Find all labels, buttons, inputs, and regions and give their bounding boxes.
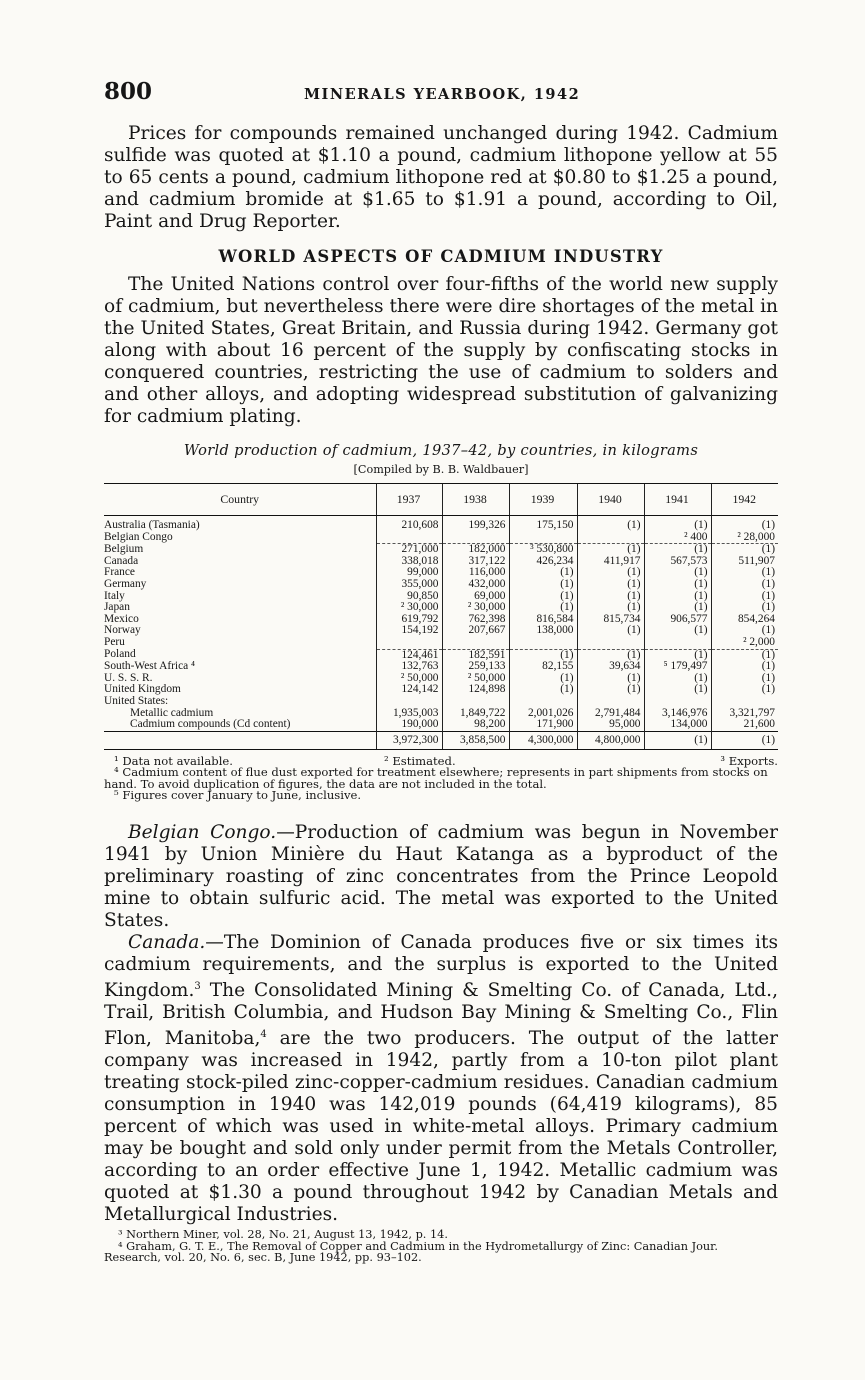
cell (442, 532, 509, 544)
table-row (104, 567, 778, 579)
cell: (1) (509, 602, 577, 614)
cell: 338,018 (376, 556, 442, 568)
table-footnote-3: ³ Exports. (720, 753, 778, 768)
cell: 116,000 (442, 567, 509, 579)
table-row (104, 625, 778, 637)
canada-label: Canada. (128, 932, 206, 954)
table-row (104, 719, 778, 731)
cell (509, 637, 577, 649)
cell: 21,600 (711, 719, 778, 731)
prices-paragraph: Prices for compounds remained unchanged during 1942. Cadmium sulfide was quoted at $1.10 a pound, cadmium lithopone yellow at 55 to 65 cents a pound, cadmium lithopone red at $0.80 to $1.25 a pound, and cadmium bromide at $1.65 to $1.91 a pound, according to Oil, Paint and Drug Reporter. (104, 123, 778, 232)
cell: (1) (644, 591, 711, 603)
row-country: Cadmium compounds (Cd content) (130, 718, 291, 731)
cell: (1) (577, 625, 644, 637)
cell: 3,146,976 (644, 708, 711, 720)
cell (509, 532, 577, 544)
cell: (1) (711, 579, 778, 591)
cell: 271,000 (376, 544, 442, 556)
cell: (1) (644, 673, 711, 685)
cell: (1) (509, 579, 577, 591)
row-country: Poland (104, 648, 136, 661)
world-aspects-paragraph: The United Nations control over four-fifths of the world new supply of cadmium, but nevertheless there were dire shortages of the metal in the United States, Great Britain, and Russia during 1942. Germany got along with about 16 percent of the supply by confiscating stocks in conquered countries, restricting the use of cadmium to solders and and other alloys, and adopting widespread substitution of galvanizing for cadmium plating. (104, 274, 778, 427)
section-heading: WORLD ASPECTS OF CADMIUM INDUSTRY (218, 247, 664, 266)
table-footnote-4: ⁴ Cadmium content of flue dust exported for treatment elsewhere; represents in part shipments from stocks on hand. To avoid duplication of figures, the data are not included in the total. (104, 765, 768, 791)
row-country: U. S. S. R. (104, 671, 153, 684)
cell: 259,133 (442, 661, 509, 673)
cell: (1) (711, 602, 778, 614)
belgian-congo-paragraph (104, 822, 778, 932)
cell: (1) (644, 602, 711, 614)
cell: 124,142 (376, 684, 442, 696)
cell: (1) (711, 567, 778, 579)
cell: ⁵ 179,497 (644, 661, 711, 673)
footnote-ref-4: 4 (260, 1029, 267, 1041)
table-row (104, 661, 778, 673)
cell: 854,264 (711, 614, 778, 626)
cell: (1) (577, 649, 644, 661)
cell: 199,326 (442, 516, 509, 532)
cell: 39,634 (577, 661, 644, 673)
table-row (104, 696, 778, 708)
table-footnotes (104, 753, 778, 803)
cell: (1) (711, 516, 778, 532)
cell (376, 532, 442, 544)
total-cell: (1) (711, 731, 778, 749)
canada-text-1: —The Dominion of Canada produces five or six times its cadmium requirements, and the surplus is exported to the United Kingdom. (104, 932, 778, 1002)
cell (644, 696, 711, 708)
total-cell: 4,300,000 (509, 731, 577, 749)
row-country: United States: (104, 694, 169, 707)
cell: 2,791,484 (577, 708, 644, 720)
cell: 154,192 (376, 625, 442, 637)
table-row (104, 544, 778, 556)
page (104, 78, 778, 1264)
cell (577, 696, 644, 708)
production-table (104, 483, 778, 750)
cell: ² 30,000 (376, 602, 442, 614)
row-country: Belgian Congo (104, 530, 173, 543)
running-header (104, 78, 778, 110)
page-footnote-3: ³ Northern Miner, vol. 28, No. 21, August 13, 1942, p. 14. (118, 1228, 448, 1242)
cell: 90,850 (376, 591, 442, 603)
cell: (1) (509, 591, 577, 603)
cell: (1) (577, 602, 644, 614)
cell: 567,573 (644, 556, 711, 568)
cell: 1,935,003 (376, 708, 442, 720)
belgian-congo-text: —Production of cadmium was begun in November 1941 by Union Minière du Haut Katanga as a byproduct of the preliminary roasting of zinc concentrates from the Prince Leopold mine to obtain sulfuric acid. The metal was exported to the United States. (104, 822, 778, 932)
canada-text-3: are the two producers. The output of the latter company was increased in 1942, partly from a 10-ton pilot plant treating stock-piled zinc-copper-cadmium residues. Canadian cadmium consumption in 1940 was 142,019 pounds (64,419 kilograms), 85 percent of which was used in white-metal alloys. Primary cadmium may be bought and sold only under permit from the Metals Controller, according to an order effective June 1, 1942. Metallic cadmium was quoted at $1.30 a pound throughout 1942 by Canadian Metals and Metallurgical Industries. (104, 1028, 779, 1226)
cell: ² 400 (644, 532, 711, 544)
cell: 98,200 (442, 719, 509, 731)
row-country: Germany (104, 577, 147, 590)
header-year: 1941 (644, 484, 711, 516)
cell: 762,398 (442, 614, 509, 626)
row-country: United Kingdom (104, 683, 181, 696)
cell: 171,900 (509, 719, 577, 731)
cell: (1) (577, 516, 644, 532)
row-country: Peru (104, 636, 125, 649)
belgian-congo-label: Belgian Congo. (128, 822, 277, 844)
cell: (1) (711, 649, 778, 661)
row-country: Australia (Tasmania) (104, 519, 200, 531)
cell: (1) (577, 591, 644, 603)
header-year: 1938 (442, 484, 509, 516)
cell: 69,000 (442, 591, 509, 603)
header-year: 1939 (509, 484, 577, 516)
table-compiled-note: [Compiled by B. B. Waldbauer] (353, 463, 529, 476)
table-row (104, 637, 778, 649)
cell (376, 696, 442, 708)
row-country: Norway (104, 624, 141, 637)
total-label (104, 731, 376, 749)
table-row (104, 614, 778, 626)
cell (644, 637, 711, 649)
table-row (104, 673, 778, 685)
cell: 411,917 (577, 556, 644, 568)
cell: (1) (644, 649, 711, 661)
cell: 906,577 (644, 614, 711, 626)
cell (442, 696, 509, 708)
cell: (1) (711, 544, 778, 556)
page-footnotes (104, 1229, 778, 1263)
cell: (1) (644, 516, 711, 532)
cell: 95,000 (577, 719, 644, 731)
table-row (104, 684, 778, 696)
cell: 182,000 (442, 544, 509, 556)
cell: 619,792 (376, 614, 442, 626)
header-year: 1940 (577, 484, 644, 516)
cell: 511,907 (711, 556, 778, 568)
cell: (1) (644, 567, 711, 579)
cell: (1) (509, 649, 577, 661)
cell: (1) (509, 567, 577, 579)
cell: (1) (577, 673, 644, 685)
cell: 816,584 (509, 614, 577, 626)
table-caption: World production of cadmium, 1937–42, by countries, in kilograms (183, 442, 699, 459)
cell: 1,849,722 (442, 708, 509, 720)
table-footnote-5: ⁵ Figures cover January to June, inclusive. (114, 788, 362, 803)
table-row (104, 579, 778, 591)
total-cell: 3,972,300 (376, 731, 442, 749)
row-country: France (104, 566, 135, 579)
cell: 432,000 (442, 579, 509, 591)
table-footnote-2: ² Estimated. (384, 753, 456, 768)
row-country: Metallic cadmium (130, 706, 214, 719)
cell (577, 637, 644, 649)
row-country: South-West Africa ⁴ (104, 660, 195, 673)
page-number: 800 (104, 78, 153, 105)
cell: (1) (644, 579, 711, 591)
cell: (1) (711, 591, 778, 603)
cell: (1) (509, 673, 577, 685)
cell: (1) (644, 684, 711, 696)
cell: (1) (577, 567, 644, 579)
table-row (104, 602, 778, 614)
cell: (1) (711, 625, 778, 637)
header-year: 1942 (711, 484, 778, 516)
cell: (1) (644, 625, 711, 637)
table-total-row (104, 731, 778, 749)
row-country: Belgium (104, 542, 144, 555)
cell: ² 2,000 (711, 637, 778, 649)
cell: 210,608 (376, 516, 442, 532)
table-row (104, 591, 778, 603)
table-row (104, 556, 778, 568)
row-country: Italy (104, 589, 125, 602)
table-row (104, 516, 778, 532)
cell: 207,667 (442, 625, 509, 637)
cell: (1) (711, 673, 778, 685)
cell: 138,000 (509, 625, 577, 637)
page-footnote-4: ⁴ Graham, G. T. E., The Removal of Copper and Cadmium in the Hydrometallurgy of Zinc: Canadian Jour. Research, vol. 20, No. 6, sec. B, June 1942, pp. 93–102. (104, 1239, 718, 1265)
cell: 134,000 (644, 719, 711, 731)
cell (376, 637, 442, 649)
cell: (1) (577, 579, 644, 591)
row-country: Canada (104, 554, 139, 567)
cell: 99,000 (376, 567, 442, 579)
cell: ² 30,000 (442, 602, 509, 614)
table-row (104, 532, 778, 544)
total-cell: 3,858,500 (442, 731, 509, 749)
header-country: Country (104, 484, 376, 516)
cell: 355,000 (376, 579, 442, 591)
cell: 2,001,026 (509, 708, 577, 720)
total-cell: (1) (644, 731, 711, 749)
cell: (1) (577, 544, 644, 556)
cell: 426,234 (509, 556, 577, 568)
cell: 815,734 (577, 614, 644, 626)
table-header-row (104, 484, 778, 516)
row-country: Japan (104, 601, 130, 614)
cell: 182,591 (442, 649, 509, 661)
cell: 124,898 (442, 684, 509, 696)
cell: (1) (509, 684, 577, 696)
cell (711, 696, 778, 708)
cell: 190,000 (376, 719, 442, 731)
header-year: 1937 (376, 484, 442, 516)
cell: ² 50,000 (442, 673, 509, 685)
canada-paragraph (104, 932, 778, 1226)
cell: 132,763 (376, 661, 442, 673)
cell: ³ 530,800 (509, 544, 577, 556)
cell: 3,321,797 (711, 708, 778, 720)
cell: 175,150 (509, 516, 577, 532)
cell: 124,461 (376, 649, 442, 661)
total-cell: 4,800,000 (577, 731, 644, 749)
cell: ² 50,000 (376, 673, 442, 685)
cell: 317,122 (442, 556, 509, 568)
cell: (1) (711, 684, 778, 696)
cell (509, 696, 577, 708)
cell: ² 28,000 (711, 532, 778, 544)
running-title: MINERALS YEARBOOK, 1942 (304, 86, 581, 103)
footnote-ref-3: 3 (194, 981, 201, 993)
cell: (1) (644, 544, 711, 556)
cell: (1) (711, 661, 778, 673)
cell (577, 532, 644, 544)
cell: (1) (577, 684, 644, 696)
row-country: Mexico (104, 612, 139, 625)
cell: 82,155 (509, 661, 577, 673)
cell (442, 637, 509, 649)
table-footnote-1: ¹ Data not available. (114, 753, 233, 768)
canada-text-2: The Consolidated Mining & Smelting Co. of Canada, Ltd., Trail, British Columbia, and Hudson Bay Mining & Smelting Co., Flin Flon, Manitoba, (104, 980, 778, 1050)
